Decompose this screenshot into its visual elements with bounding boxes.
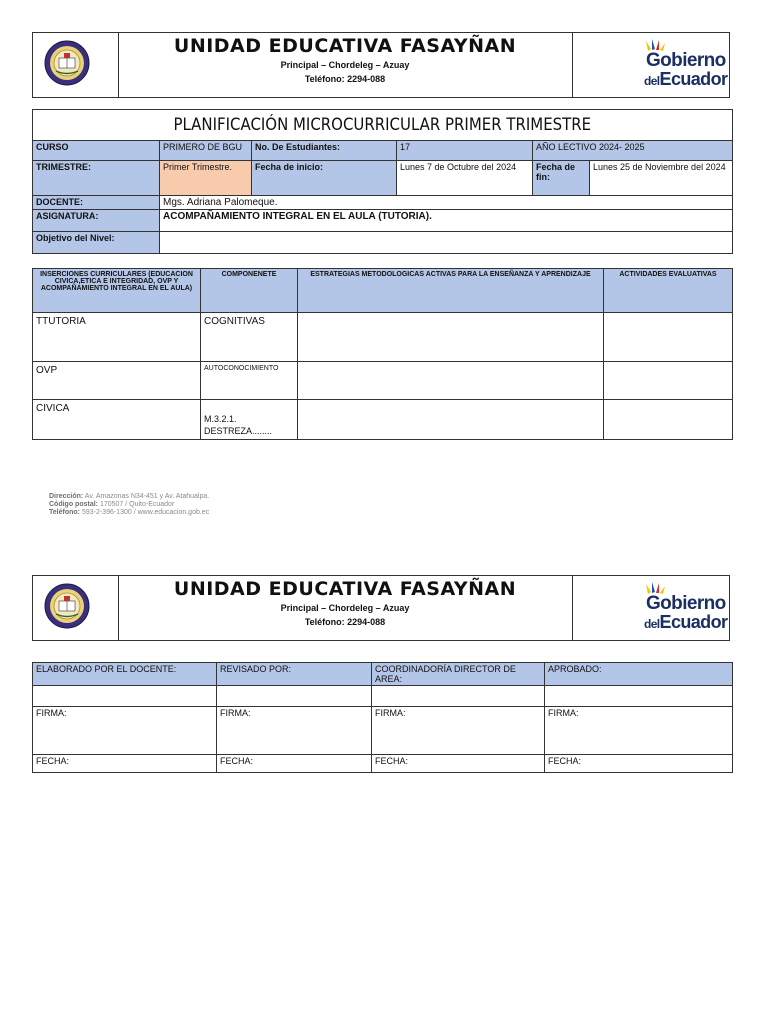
curso-value[interactable]: PRIMERO DE BGU: [160, 141, 252, 161]
gov-line-2: [644, 612, 727, 633]
header-actividades: ACTIVIDADES EVALUATIVAS: [604, 269, 733, 313]
firma-cell[interactable]: FIRMA:: [33, 707, 217, 755]
inserciones-table: [32, 268, 733, 440]
asignatura-value[interactable]: ACOMPAÑAMIENTO INTEGRAL EN EL AULA (TUTORIA).: [160, 210, 733, 232]
address-footer: [49, 493, 209, 517]
table-row: [33, 313, 733, 362]
page-header-2: [32, 575, 730, 641]
curso-label: CURSO: [33, 141, 160, 161]
docente-value[interactable]: Mgs. Adriana Palomeque.: [160, 196, 733, 210]
actividades-cell[interactable]: [604, 313, 733, 362]
asignatura-label: ASIGNATURA:: [33, 210, 160, 232]
fecha-cell[interactable]: FECHA:: [33, 755, 217, 773]
estrategias-cell[interactable]: [298, 313, 604, 362]
school-emblem-icon: [44, 40, 90, 86]
fecha-inicio-value[interactable]: Lunes 7 de Octubre del 2024: [397, 161, 533, 196]
firma-cell[interactable]: FIRMA:: [545, 707, 733, 755]
header-componente: COMPONENETE: [201, 269, 298, 313]
signatures-table: [32, 662, 733, 773]
school-location: Principal – Chordeleg – Azuay: [280, 603, 410, 613]
postal-value: 170507 / Quito-Ecuador: [99, 501, 175, 508]
header-estrategias: ESTRATEGIAS METODOLOGICAS ACTIVAS PARA LA ENSEÑANZA Y APRENDIZAJE: [298, 269, 604, 313]
gov-line-2-small: del: [644, 74, 660, 88]
telefono-label: Teléfono:: [49, 509, 80, 516]
aprobado-name[interactable]: [545, 686, 733, 707]
insercion-cell[interactable]: OVP: [33, 362, 201, 400]
componente-cell[interactable]: AUTOCONOCIMIENTO: [201, 362, 298, 400]
page-header: [32, 32, 730, 98]
table-row: [33, 362, 733, 400]
actividades-cell[interactable]: [604, 400, 733, 440]
gov-line-1: Gobierno: [646, 593, 726, 614]
fecha-cell[interactable]: FECHA:: [545, 755, 733, 773]
direccion-value: Av. Amazonas N34-451 y Av. Atahualpa.: [84, 493, 210, 500]
objetivo-value[interactable]: [160, 232, 733, 254]
gobierno-ecuador-logo: [638, 581, 728, 631]
estudiantes-label: No. De Estudiantes:: [252, 141, 397, 161]
school-logo-cell: [33, 33, 119, 97]
school-phone: Teléfono: 2294-088: [304, 74, 386, 84]
elaborado-header: ELABORADO POR EL DOCENTE:: [33, 663, 217, 686]
firma-cell[interactable]: FIRMA:: [372, 707, 545, 755]
fecha-cell[interactable]: FECHA:: [372, 755, 545, 773]
revisado-header: REVISADO POR:: [217, 663, 372, 686]
estrategias-cell[interactable]: [298, 362, 604, 400]
ano-lectivo: AÑO LECTIVO 2024- 2025: [533, 141, 733, 161]
firma-cell[interactable]: FIRMA:: [217, 707, 372, 755]
insercion-cell[interactable]: TTUTORIA: [33, 313, 201, 362]
table-row: [33, 400, 733, 440]
header-inserciones: INSERCIONES CURRICULARES (EDUCACION CIVICA,ETICA E INTEGRIDAD, OVP Y ACOMPAÑAMIENTO INTEGRAL EN EL AULA): [33, 269, 201, 313]
gov-line-2-small: del: [644, 617, 660, 631]
planning-table: [32, 109, 733, 254]
gov-line-2-main: Ecuador: [659, 69, 728, 89]
aprobado-header: APROBADO:: [545, 663, 733, 686]
componente-cell[interactable]: M.3.2.1. DESTREZA........: [201, 400, 298, 440]
insercion-cell[interactable]: CIVICA: [33, 400, 201, 440]
planning-title: [33, 110, 733, 141]
componente-cell[interactable]: COGNITIVAS: [201, 313, 298, 362]
revisado-name[interactable]: [217, 686, 372, 707]
gobierno-ecuador-logo: [638, 38, 728, 88]
government-logo-cell: [572, 576, 730, 640]
docente-label: DOCENTE:: [33, 196, 160, 210]
government-logo-cell: [572, 33, 730, 97]
coordinadoria-name[interactable]: [372, 686, 545, 707]
objetivo-label: Objetivo del Nivel:: [33, 232, 160, 254]
school-name: UNIDAD EDUCATIVA FASAYÑAN: [173, 35, 517, 57]
gov-line-2: [644, 69, 727, 90]
trimestre-label: TRIMESTRE:: [33, 161, 160, 196]
fecha-fin-value[interactable]: Lunes 25 de Noviembre del 2024: [590, 161, 733, 196]
gov-line-2-main: Ecuador: [659, 612, 728, 632]
school-logo-cell: [33, 576, 119, 640]
trimestre-value[interactable]: Primer Trimestre.: [160, 161, 252, 196]
telefono-value: 593-2-396-1300 / www.educacion.gob.ec: [81, 509, 210, 516]
estrategias-cell[interactable]: [298, 400, 604, 440]
actividades-cell[interactable]: [604, 362, 733, 400]
gov-line-1: Gobierno: [646, 50, 726, 71]
coordinadoria-header: COORDINADORÍA DIRECTOR DE AREA:: [372, 663, 545, 686]
school-location: Principal – Chordeleg – Azuay: [280, 60, 410, 70]
direccion-label: Dirección:: [49, 493, 84, 500]
planning-title-text: PLANIFICACIÓN MICROCURRICULAR PRIMER TRIMESTRE: [173, 115, 592, 135]
elaborado-name[interactable]: [33, 686, 217, 707]
school-phone: Teléfono: 2294-088: [304, 617, 386, 627]
fecha-fin-label: Fecha de fin:: [533, 161, 590, 196]
school-name: UNIDAD EDUCATIVA FASAYÑAN: [173, 578, 517, 600]
fecha-cell[interactable]: FECHA:: [217, 755, 372, 773]
estudiantes-value[interactable]: 17: [397, 141, 533, 161]
postal-label: Código postal:: [49, 501, 98, 508]
fecha-inicio-label: Fecha de inicio:: [252, 161, 397, 196]
school-emblem-icon: [44, 583, 90, 629]
